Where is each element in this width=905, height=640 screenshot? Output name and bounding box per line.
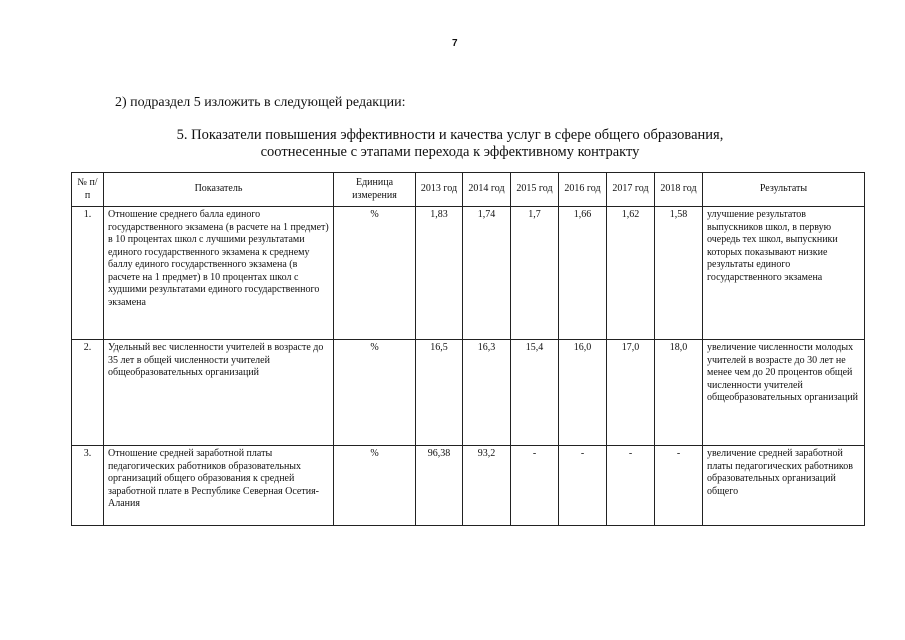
intro-text: 2) подраздел 5 изложить в следующей редакции: — [115, 95, 406, 110]
value-2016: - — [559, 446, 607, 526]
value-2014: 1,74 — [463, 207, 511, 340]
row-number: 3. — [72, 446, 104, 526]
row-result: улучшение результатов выпускников школ, в первую очередь тех школ, выпускники которых показывают низкие результаты единого государственного экзамена — [703, 207, 865, 340]
row-result: увеличение численности молодых учителей в возрасте до 30 лет не менее чем до 20 процентов общей численности учителей общеобразовательных организаций — [703, 340, 865, 446]
value-2017: 1,62 — [607, 207, 655, 340]
header-indicator: Показатель — [104, 173, 334, 207]
row-result: увеличение средней заработной платы педагогических работников образовательных организаций общего — [703, 446, 865, 526]
table-header-row — [72, 173, 865, 207]
value-2015: 15,4 — [511, 340, 559, 446]
value-2013: 16,5 — [416, 340, 463, 446]
header-num: № п/п — [72, 173, 104, 207]
row-unit: % — [334, 207, 416, 340]
value-2014: 93,2 — [463, 446, 511, 526]
indicators-table — [71, 172, 865, 526]
page-number: 7 — [452, 38, 458, 49]
header-2014: 2014 год — [463, 173, 511, 207]
header-2017: 2017 год — [607, 173, 655, 207]
row-indicator: Отношение среднего балла единого государственного экзамена (в расчете на 1 предмет) в 10 процентах школ с лучшими результатами единого государственного экзамена к среднему баллу единого государственного экзамена (в расчете на 1 предмет) в 10 процентах школ с худшими результатами единого государственного экзамена — [104, 207, 334, 340]
header-2016: 2016 год — [559, 173, 607, 207]
header-2018: 2018 год — [655, 173, 703, 207]
value-2013: 1,83 — [416, 207, 463, 340]
value-2016: 16,0 — [559, 340, 607, 446]
section-heading-line1: 5. Показатели повышения эффективности и качества услуг в сфере общего образования, — [176, 127, 724, 143]
row-number: 2. — [72, 340, 104, 446]
row-unit: % — [334, 446, 416, 526]
value-2015: 1,7 — [511, 207, 559, 340]
value-2018: 1,58 — [655, 207, 703, 340]
header-unit: Единица измерения — [334, 173, 416, 207]
header-2015: 2015 год — [511, 173, 559, 207]
value-2014: 16,3 — [463, 340, 511, 446]
table-row — [72, 340, 865, 446]
header-results: Результаты — [703, 173, 865, 207]
value-2018: 18,0 — [655, 340, 703, 446]
section-heading-line2: соотнесенные с этапами перехода к эффективному контракту — [260, 144, 640, 160]
row-indicator: Удельный вес численности учителей в возрасте до 35 лет в общей численности учителей общеобразовательных организаций — [104, 340, 334, 446]
row-number: 1. — [72, 207, 104, 340]
value-2016: 1,66 — [559, 207, 607, 340]
value-2013: 96,38 — [416, 446, 463, 526]
table-row — [72, 207, 865, 340]
row-indicator: Отношение средней заработной платы педагогических работников образовательных организаций общего образования к средней заработной плате в Республике Северная Осетия-Алания — [104, 446, 334, 526]
value-2018: - — [655, 446, 703, 526]
header-2013: 2013 год — [416, 173, 463, 207]
value-2017: - — [607, 446, 655, 526]
value-2015: - — [511, 446, 559, 526]
row-unit: % — [334, 340, 416, 446]
value-2017: 17,0 — [607, 340, 655, 446]
table-row — [72, 446, 865, 526]
